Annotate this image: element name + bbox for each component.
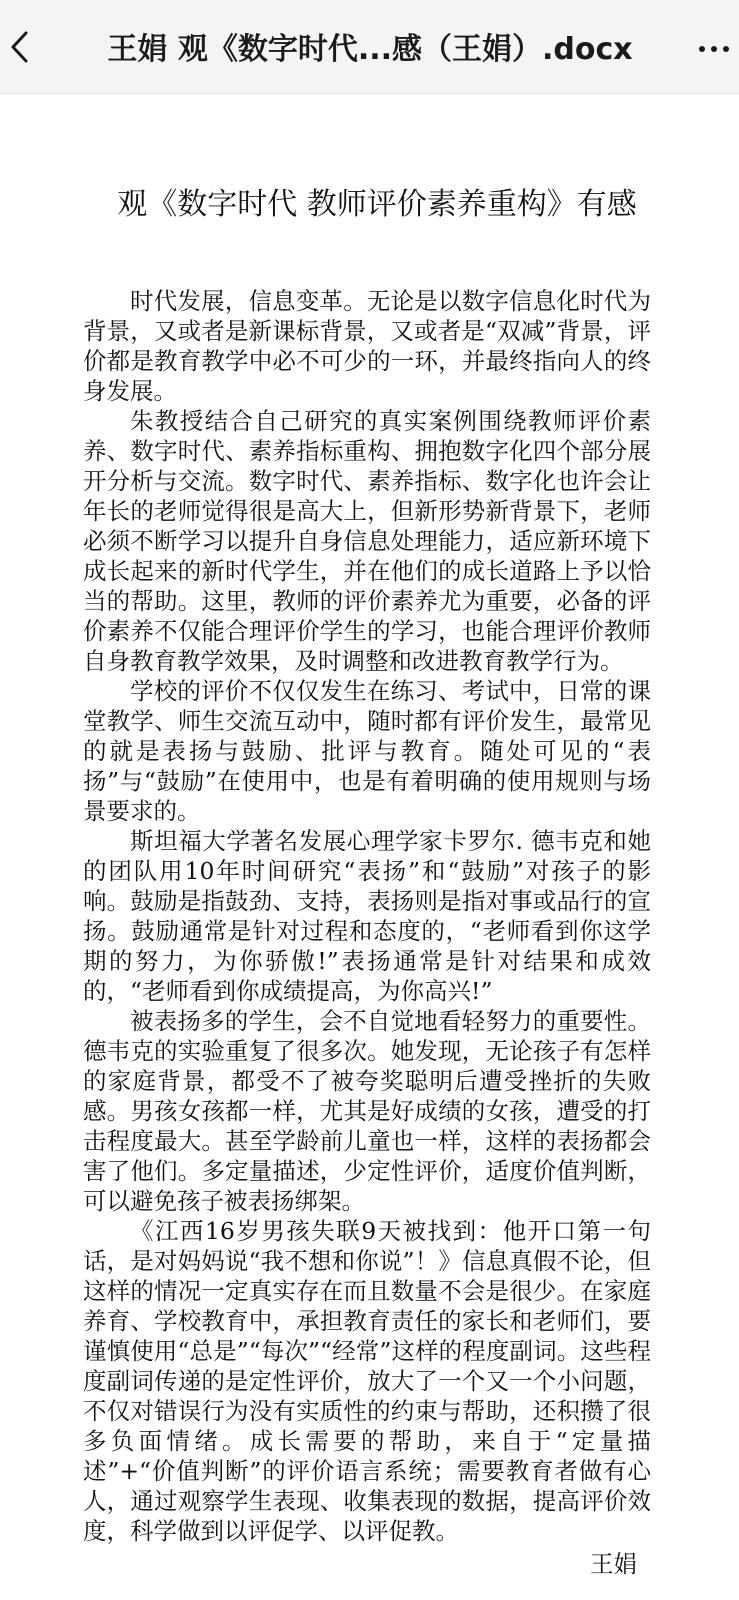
back-button[interactable] <box>0 22 40 72</box>
document-view[interactable] <box>0 94 739 1600</box>
paragraph: 斯坦福大学著名发展心理学家卡罗尔. 德韦克和她的团队用10年时间研究“表扬”和“鼓励”对孩子的影响。鼓励是指鼓劲、支持，表扬则是指对事或品行的宣扬。鼓励通常是针对过程和态度的，“老师看到你这学期的努力，为你骄傲!”表扬通常是针对结果和成效的，“老师看到你成绩提高，为你高兴!” <box>83 827 651 1005</box>
paragraph: 时代发展，信息变革。无论是以数字信息化时代为背景，又或者是新课标背景，又或者是“双减”背景，评价都是教育教学中必不可少的一环，并最终指向人的终身发展。 <box>83 287 651 405</box>
document-heading: 观《数字时代 教师评价素养重构》有感 <box>117 187 637 222</box>
more-horizontal-icon-dot <box>723 46 729 52</box>
paragraph: 被表扬多的学生，会不自觉地看轻努力的重要性。德韦克的实验重复了很多次。她发现，无论孩子有怎样的家庭背景，都受不了被夸奖聪明后遭受挫折的失败感。男孩女孩都一样，尤其是好成绩的女孩，遭受的打击程度最大。甚至学龄前儿童也一样，这样的表扬都会害了他们。多定量描述，少定性评价，适度价值判断，可以避免孩子被表扬绑架。 <box>83 1007 651 1215</box>
chevron-left-icon <box>10 29 30 65</box>
document-body <box>83 286 651 1546</box>
more-button[interactable] <box>693 34 735 64</box>
paragraph: 学校的评价不仅仅发生在练习、考试中，日常的课堂教学、师生交流互动中，随时都有评价发生，最常见的就是表扬与鼓励、批评与教育。随处可见的“表扬”与“鼓励”在使用中，也是有着明确的使用规则与场景要求的。 <box>83 677 651 825</box>
paragraph: 《江西16岁男孩失联9天被找到：他开口第一句话，是对妈妈说“我不想和你说”！》信息真假不论，但这样的情况一定真实存在而且数量不会是很少。在家庭养育、学校教育中，承担教育责任的家长和老师们，要谨慎使用“总是”“每次”“经常”这样的程度副词。这些程度副词传递的是定性评价，放大了一个又一个小问题，不仅对错误行为没有实质性的约束与帮助，还积攒了很多负面情绪。成长需要的帮助，来自于“定量描述”+“价值判断”的评价语言系统；需要教育者做有心人，通过观察学生表现、收集表现的数据，提高评价效度，科学做到以评促学、以评促教。 <box>83 1217 651 1545</box>
top-bar <box>0 0 739 94</box>
paragraph: 朱教授结合自己研究的真实案例围绕教师评价素养、数字时代、素养指标重构、拥抱数字化四个部分展开分析与交流。数字时代、素养指标、数字化也许会让年长的老师觉得很是高大上，但新形势新背景下，老师必须不断学习以提升自身信息处理能力，适应新环境下成长起来的新时代学生，并在他们的成长道路上予以恰当的帮助。这里，教师的评价素养尤为重要，必备的评价素养不仅能合理评价学生的学习，也能合理评价教师自身教育教学效果，及时调整和改进教育教学行为。 <box>83 407 651 675</box>
more-horizontal-icon-dot <box>711 46 717 52</box>
more-horizontal-icon <box>699 46 705 52</box>
author-signature: 王娟 <box>590 1550 637 1578</box>
document-title: 王娟 观《数字时代...感（王娟）.docx <box>107 32 633 67</box>
